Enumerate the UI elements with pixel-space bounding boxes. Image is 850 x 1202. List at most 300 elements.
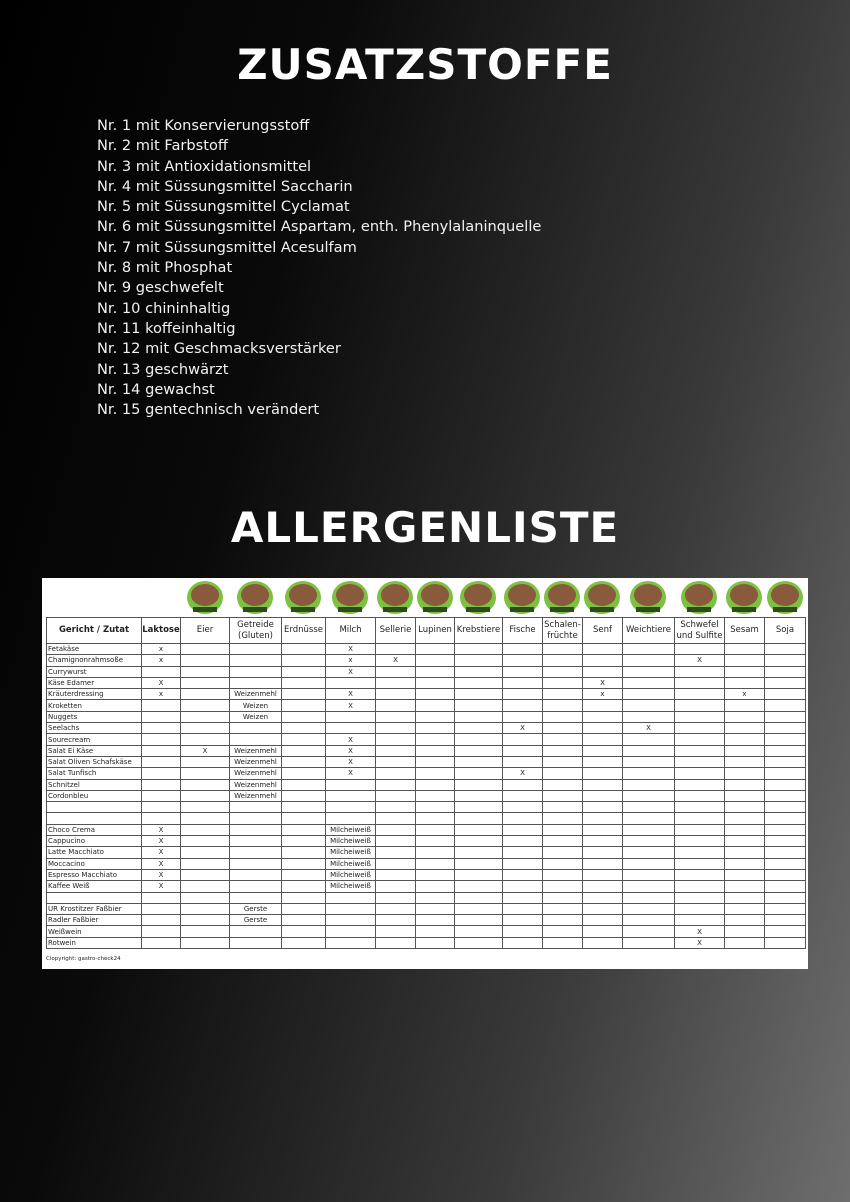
table-row	[47, 836, 806, 847]
allergen-cell	[583, 700, 623, 711]
allergen-cell	[725, 745, 765, 756]
allergen-cell	[765, 666, 806, 677]
allergen-cell	[675, 768, 725, 779]
dish-name-cell	[47, 802, 142, 813]
table-row	[47, 768, 806, 779]
allergen-cell	[675, 836, 725, 847]
dish-name-cell: Weißwein	[47, 926, 142, 937]
allergen-cell	[725, 779, 765, 790]
allergen-cell	[181, 903, 230, 914]
allergen-cell: X	[326, 689, 376, 700]
table-row	[47, 745, 806, 756]
allergen-cell	[181, 869, 230, 880]
dish-name-cell: Rotwein	[47, 937, 142, 948]
allergen-cell	[416, 745, 455, 756]
allergen-cell	[282, 723, 326, 734]
allergen-cell	[543, 644, 583, 655]
dish-name-cell: Currywurst	[47, 666, 142, 677]
allergen-cell	[725, 723, 765, 734]
allergen-cell	[765, 836, 806, 847]
allergen-cell	[503, 734, 543, 745]
allergen-cell	[326, 915, 376, 926]
allergen-cell	[583, 813, 623, 824]
allergen-cell	[543, 926, 583, 937]
allergen-cell	[543, 903, 583, 914]
allergen-cell	[455, 824, 503, 835]
allergen-cell	[282, 677, 326, 688]
allergen-cell	[455, 756, 503, 767]
allergen-cell	[543, 711, 583, 722]
allergen-cell	[583, 768, 623, 779]
allergen-cell	[503, 937, 543, 948]
allergen-cell	[765, 847, 806, 858]
allergen-cell	[142, 745, 181, 756]
allergen-cell	[416, 937, 455, 948]
allergen-cell	[765, 937, 806, 948]
allergen-cell	[142, 768, 181, 779]
allergen-cell: Milcheiweiß	[326, 836, 376, 847]
allergen-cell	[503, 779, 543, 790]
allergen-cell	[583, 756, 623, 767]
allergen-cell	[455, 711, 503, 722]
allergen-cell	[282, 903, 326, 914]
allergen-cell	[583, 869, 623, 880]
allergen-icon-row	[42, 578, 808, 616]
allergen-cell	[376, 869, 416, 880]
allergen-cell	[376, 802, 416, 813]
allergen-cell	[416, 926, 455, 937]
dish-name-cell: UR Krostitzer Faßbier	[47, 903, 142, 914]
allergen-cell	[181, 711, 230, 722]
allergen-cell	[765, 903, 806, 914]
table-row	[47, 824, 806, 835]
allergen-cell	[765, 892, 806, 903]
dish-name-cell: Fetakäse	[47, 644, 142, 655]
allergen-cell	[503, 881, 543, 892]
allergen-cell	[543, 779, 583, 790]
allergen-cell	[675, 847, 725, 858]
allergen-cell: X	[142, 858, 181, 869]
column-header: Gericht / Zutat	[47, 618, 142, 644]
allergen-cell	[230, 836, 282, 847]
allergen-cell	[765, 858, 806, 869]
allergen-cell	[455, 903, 503, 914]
allergen-cell	[416, 881, 455, 892]
allergen-cell	[543, 869, 583, 880]
allergen-cell	[282, 655, 326, 666]
allergen-cell: X	[675, 655, 725, 666]
allergen-cell	[543, 790, 583, 801]
table-row	[47, 892, 806, 903]
allergen-table	[46, 617, 806, 949]
allergen-cell: Milcheiweiß	[326, 881, 376, 892]
allergen-cell	[623, 734, 675, 745]
allergen-cell	[230, 926, 282, 937]
allergen-cell	[503, 915, 543, 926]
allergen-cell	[503, 813, 543, 824]
dish-name-cell: Kroketten	[47, 700, 142, 711]
allergen-cell	[181, 937, 230, 948]
additive-item: Nr. 10 chininhaltig	[97, 299, 231, 317]
allergen-cell	[765, 756, 806, 767]
dish-name-cell: Salat Tunfisch	[47, 768, 142, 779]
allergen-cell	[230, 644, 282, 655]
dish-name-cell: Salat Ei Käse	[47, 745, 142, 756]
allergen-cell	[623, 655, 675, 666]
allergen-cell	[416, 869, 455, 880]
allergen-cell	[376, 824, 416, 835]
table-row	[47, 937, 806, 948]
allergen-cell	[455, 926, 503, 937]
allergen-cell	[725, 892, 765, 903]
allergen-cell	[181, 768, 230, 779]
allergen-cell	[282, 734, 326, 745]
allergen-cell	[282, 666, 326, 677]
additive-item: Nr. 3 mit Antioxidationsmittel	[97, 157, 312, 175]
allergen-cell	[583, 915, 623, 926]
allergen-cell	[765, 790, 806, 801]
allergen-cell	[765, 881, 806, 892]
allergen-cell	[282, 881, 326, 892]
allergen-cell	[376, 903, 416, 914]
allergen-cell	[623, 836, 675, 847]
allergen-cell	[725, 881, 765, 892]
allergen-cell	[181, 700, 230, 711]
allergen-cell	[725, 802, 765, 813]
allergen-cell	[583, 644, 623, 655]
allergen-cell: x	[326, 655, 376, 666]
allergen-cell	[230, 824, 282, 835]
allergen-cell	[455, 723, 503, 734]
allergen-cell	[675, 903, 725, 914]
dish-name-cell: Espresso Macchiato	[47, 869, 142, 880]
additives-list	[97, 116, 541, 420]
allergen-cell: X	[326, 768, 376, 779]
allergen-cell	[623, 824, 675, 835]
allergen-icon	[377, 581, 413, 614]
allergen-cell	[416, 790, 455, 801]
allergen-cell	[376, 734, 416, 745]
dish-name-cell	[47, 813, 142, 824]
allergen-cell	[583, 734, 623, 745]
additive-item: Nr. 8 mit Phosphat	[97, 259, 233, 277]
allergen-cell: x	[142, 655, 181, 666]
dish-name-cell: Cordonbleu	[47, 790, 142, 801]
allergen-cell	[416, 903, 455, 914]
dish-name-cell: Cappucino	[47, 836, 142, 847]
allergen-cell: x	[142, 644, 181, 655]
table-row	[47, 903, 806, 914]
allergen-cell	[725, 836, 765, 847]
allergen-cell	[142, 892, 181, 903]
allergen-cell	[142, 711, 181, 722]
allergen-cell	[416, 756, 455, 767]
allergen-cell	[765, 677, 806, 688]
column-header: Senf	[583, 618, 623, 644]
allergen-cell	[416, 847, 455, 858]
allergen-cell	[376, 700, 416, 711]
allergen-cell	[503, 756, 543, 767]
allergen-cell	[376, 723, 416, 734]
allergen-cell	[623, 903, 675, 914]
allergen-cell	[416, 700, 455, 711]
allergen-icon	[767, 581, 803, 614]
allergen-cell	[142, 779, 181, 790]
allergen-cell	[675, 711, 725, 722]
allergen-cell	[543, 802, 583, 813]
allergen-cell	[142, 926, 181, 937]
allergen-cell	[455, 836, 503, 847]
allergen-cell	[623, 915, 675, 926]
allergen-cell	[623, 779, 675, 790]
allergen-cell	[543, 847, 583, 858]
allergen-cell	[282, 802, 326, 813]
allergen-cell	[326, 723, 376, 734]
allergen-cell	[675, 700, 725, 711]
allergen-cell	[675, 892, 725, 903]
allergen-cell	[326, 677, 376, 688]
additive-item: Nr. 2 mit Farbstoff	[97, 137, 228, 155]
column-header: Schwefel und Sulfite	[675, 618, 725, 644]
allergen-cell: X	[326, 734, 376, 745]
column-header: Schalen-früchte	[543, 618, 583, 644]
table-row	[47, 700, 806, 711]
column-header: Soja	[765, 618, 806, 644]
allergen-cell	[543, 756, 583, 767]
allergen-cell	[282, 756, 326, 767]
allergen-cell	[725, 858, 765, 869]
allergen-cell: X	[376, 655, 416, 666]
allergen-cell	[543, 915, 583, 926]
allergen-cell	[455, 779, 503, 790]
column-header: Weichtiere	[623, 618, 675, 644]
allergen-cell	[376, 813, 416, 824]
allergen-cell	[455, 700, 503, 711]
allergen-icon	[187, 581, 223, 614]
allergen-cell	[725, 644, 765, 655]
allergen-cell	[503, 858, 543, 869]
allergen-cell	[416, 779, 455, 790]
dish-name-cell: Schnitzel	[47, 779, 142, 790]
allergen-cell	[416, 677, 455, 688]
allergen-cell	[543, 734, 583, 745]
allergen-cell	[416, 836, 455, 847]
allergen-cell	[675, 689, 725, 700]
allergen-cell	[455, 813, 503, 824]
allergen-cell	[282, 937, 326, 948]
allergen-cell	[455, 666, 503, 677]
allergen-cell: X	[326, 745, 376, 756]
allergen-cell: Milcheiweiß	[326, 847, 376, 858]
allergen-cell	[503, 892, 543, 903]
allergen-cell	[675, 677, 725, 688]
column-header: Laktose	[142, 618, 181, 644]
dish-name-cell: Radler Faßbier	[47, 915, 142, 926]
allergen-cell	[282, 892, 326, 903]
allergen-cell	[503, 644, 543, 655]
table-row	[47, 790, 806, 801]
allergen-cell: X	[142, 836, 181, 847]
allergen-cell	[282, 711, 326, 722]
allergen-cell	[583, 926, 623, 937]
allergen-cell: X	[142, 881, 181, 892]
allergen-cell: Weizenmehl	[230, 790, 282, 801]
allergen-cell	[765, 700, 806, 711]
allergen-cell	[376, 858, 416, 869]
allergen-cell	[543, 858, 583, 869]
table-row	[47, 858, 806, 869]
allergen-cell: X	[181, 745, 230, 756]
allergen-cell	[230, 847, 282, 858]
allergen-cell	[181, 677, 230, 688]
allergen-cell	[765, 869, 806, 880]
allergen-cell	[543, 677, 583, 688]
allergen-cell: X	[326, 700, 376, 711]
dish-name-cell: Seelachs	[47, 723, 142, 734]
allergen-cell	[623, 847, 675, 858]
allergen-cell	[623, 926, 675, 937]
additive-item: Nr. 6 mit Süssungsmittel Aspartam, enth. Phenylalaninquelle	[97, 218, 542, 236]
allergen-cell	[376, 677, 416, 688]
allergen-cell	[765, 779, 806, 790]
allergen-cell	[675, 756, 725, 767]
allergen-cell	[455, 677, 503, 688]
allergen-cell	[623, 790, 675, 801]
table-row	[47, 734, 806, 745]
allergen-cell	[675, 723, 725, 734]
allergen-cell	[765, 813, 806, 824]
allergen-cell	[142, 903, 181, 914]
allergen-cell	[675, 869, 725, 880]
allergen-cell	[416, 666, 455, 677]
allergen-cell	[376, 779, 416, 790]
allergen-cell: X	[142, 677, 181, 688]
allergen-cell	[503, 903, 543, 914]
allergen-cell	[282, 836, 326, 847]
allergen-icon	[332, 581, 368, 614]
dish-name-cell: Chamignonrahmsoße	[47, 655, 142, 666]
allergen-icon	[237, 581, 273, 614]
allergen-cell	[543, 824, 583, 835]
allergen-cell	[455, 689, 503, 700]
allergen-cell	[543, 745, 583, 756]
allergen-cell	[142, 937, 181, 948]
allergen-cell	[675, 734, 725, 745]
allergen-cell	[765, 926, 806, 937]
allergen-cell	[282, 915, 326, 926]
column-header: Milch	[326, 618, 376, 644]
allergen-cell	[230, 666, 282, 677]
allergen-cell	[503, 802, 543, 813]
allergen-cell	[230, 802, 282, 813]
allergen-cell	[503, 847, 543, 858]
allergen-cell	[543, 836, 583, 847]
allergen-cell	[583, 847, 623, 858]
allergen-cell	[181, 847, 230, 858]
table-row	[47, 655, 806, 666]
allergen-cell	[326, 790, 376, 801]
allergen-cell	[181, 644, 230, 655]
allergen-cell: x	[583, 689, 623, 700]
allergen-cell	[230, 869, 282, 880]
allergen-icon	[504, 581, 540, 614]
allergen-icon	[630, 581, 666, 614]
dish-name-cell: Kaffee Weiß	[47, 881, 142, 892]
allergen-cell	[583, 802, 623, 813]
allergen-cell: Milcheiweiß	[326, 858, 376, 869]
allergen-cell	[543, 937, 583, 948]
allergen-cell	[623, 802, 675, 813]
allergen-cell	[725, 824, 765, 835]
allergen-icon	[544, 581, 580, 614]
copyright-note: Ciopyright: gastro-check24	[46, 956, 121, 962]
allergen-cell	[455, 734, 503, 745]
table-row	[47, 869, 806, 880]
additive-item: Nr. 14 gewachst	[97, 380, 215, 398]
allergen-cell	[765, 802, 806, 813]
allergen-cell	[376, 745, 416, 756]
allergen-cell	[725, 700, 765, 711]
allergen-cell	[675, 824, 725, 835]
table-row	[47, 779, 806, 790]
allergen-cell	[230, 881, 282, 892]
allergen-cell	[675, 802, 725, 813]
allergen-cell	[583, 858, 623, 869]
allergen-cell: Weizen	[230, 711, 282, 722]
allergen-cell	[455, 802, 503, 813]
additive-item: Nr. 9 geschwefelt	[97, 279, 224, 297]
allergen-cell: X	[326, 756, 376, 767]
allergen-cell	[623, 644, 675, 655]
allergen-cell	[282, 858, 326, 869]
additive-item: Nr. 4 mit Süssungsmittel Saccharin	[97, 177, 353, 195]
allergen-cell	[583, 723, 623, 734]
allergen-cell	[725, 666, 765, 677]
table-row	[47, 881, 806, 892]
allergen-cell	[376, 847, 416, 858]
allergen-cell	[376, 892, 416, 903]
allergen-cell	[725, 926, 765, 937]
allergen-cell	[455, 869, 503, 880]
table-row	[47, 666, 806, 677]
allergen-cell	[326, 802, 376, 813]
column-header: Sesam	[725, 618, 765, 644]
allergen-cell	[282, 779, 326, 790]
allergen-cell	[326, 711, 376, 722]
allergen-cell	[416, 858, 455, 869]
allergen-cell	[623, 745, 675, 756]
allergen-cell	[416, 824, 455, 835]
allergen-cell	[376, 689, 416, 700]
allergen-cell	[455, 892, 503, 903]
allergen-cell	[455, 655, 503, 666]
allergen-cell	[623, 937, 675, 948]
allergen-cell	[725, 869, 765, 880]
allergen-cell	[503, 790, 543, 801]
allergen-cell	[675, 813, 725, 824]
allergen-cell	[142, 700, 181, 711]
allergen-cell	[583, 655, 623, 666]
allergen-icon	[285, 581, 321, 614]
allergen-cell: Gerste	[230, 915, 282, 926]
allergen-cell	[376, 644, 416, 655]
allergen-cell	[455, 915, 503, 926]
allergen-cell	[503, 666, 543, 677]
allergen-cell	[181, 666, 230, 677]
allergen-cell	[623, 677, 675, 688]
allergen-cell	[282, 847, 326, 858]
allergen-cell	[623, 813, 675, 824]
